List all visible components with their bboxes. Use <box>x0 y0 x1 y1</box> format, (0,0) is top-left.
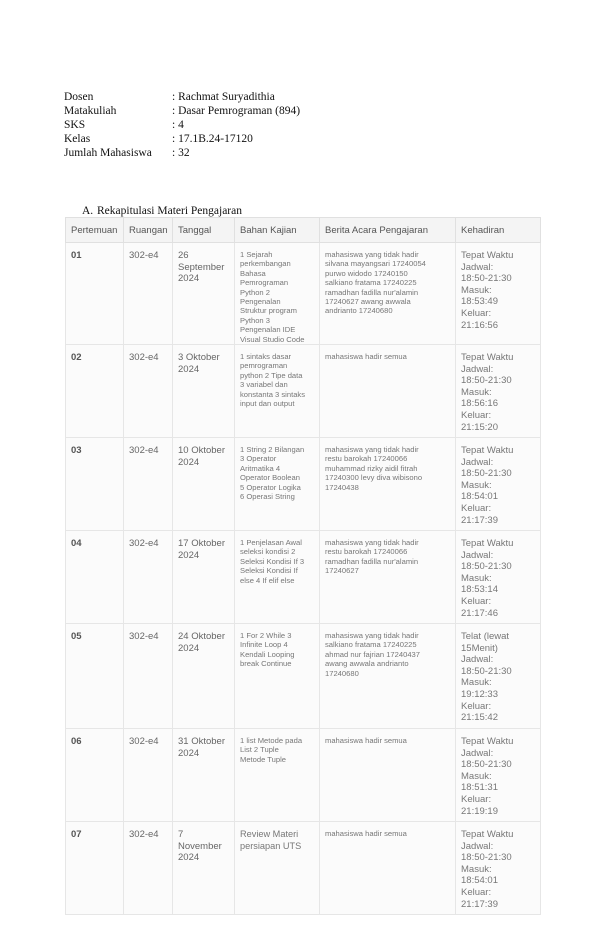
pertemuan-cell: 01 <box>66 243 124 345</box>
tanggal-cell <box>173 729 235 822</box>
kehadiran-line: 18:53:14 <box>461 584 498 596</box>
tanggal-line: September <box>178 261 225 273</box>
info-row-matakuliah <box>64 104 300 118</box>
bahan-kajian-cell <box>235 243 320 345</box>
bahan-kajian-cell <box>235 345 320 438</box>
ruangan-cell: 302-e4 <box>124 243 173 345</box>
column-header: Kehadiran <box>456 218 541 243</box>
kehadiran-line: Keluar: <box>461 700 492 712</box>
berita-line: mahasiswa yang tidak hadir <box>325 445 419 455</box>
berita-line: restu barokah 17240066 <box>325 454 408 464</box>
course-info <box>64 90 300 160</box>
tanggal-cell <box>173 243 235 345</box>
section-title <box>82 205 242 217</box>
kehadiran-line: Masuk: <box>461 386 492 398</box>
section-heading: Rekapitulasi Materi Pengajaran <box>97 205 242 217</box>
berita-line: muhammad rizky aidil fitrah <box>325 463 418 473</box>
bahan-line: Python 2 <box>240 287 270 297</box>
bahan-line: 5 Operator Logika <box>240 482 301 492</box>
pertemuan-cell: 03 <box>66 438 124 531</box>
berita-acara-cell <box>320 729 456 822</box>
kehadiran-line: Keluar: <box>461 307 492 319</box>
kehadiran-line: Masuk: <box>461 572 492 584</box>
bahan-kajian-cell <box>235 531 320 624</box>
berita-line: 17240627 <box>325 566 359 576</box>
tanggal-line: 3 Oktober <box>178 352 220 364</box>
kehadiran-line: 15Menit) <box>461 642 498 654</box>
info-label: Kelas <box>64 133 91 145</box>
berita-line: awang awwala andrianto <box>325 659 409 669</box>
column-header: Ruangan <box>124 218 173 243</box>
kehadiran-line: Jadwal: <box>461 654 494 666</box>
kehadiran-line: 18:51:31 <box>461 782 498 794</box>
bahan-line: Seleksi Kondisi If <box>240 566 298 576</box>
tanggal-line: 2024 <box>178 363 200 375</box>
berita-acara-cell <box>320 624 456 729</box>
bahan-line: 1 Sejarah <box>240 250 273 259</box>
tanggal-cell <box>173 438 235 531</box>
kehadiran-line: 21:17:39 <box>461 514 498 526</box>
bahan-line: 6 Operasi String <box>240 492 295 502</box>
tanggal-line: 24 Oktober <box>178 631 225 643</box>
info-row-jumlah <box>64 146 300 160</box>
berita-acara-cell <box>320 345 456 438</box>
berita-acara-cell <box>320 822 456 915</box>
berita-line: andrianto 17240680 <box>325 306 393 316</box>
kehadiran-line: Tepat Waktu <box>461 736 514 748</box>
bahan-line: perkembangan <box>240 259 291 269</box>
bahan-line: seleksi kondisi 2 <box>240 547 296 557</box>
tanggal-line: November <box>178 840 222 852</box>
info-value: : Dasar Pemrograman (894) <box>172 105 301 117</box>
bahan-line: input dan output <box>240 399 295 409</box>
kehadiran-line: 21:15:20 <box>461 421 498 433</box>
ruangan-cell: 302-e4 <box>124 345 173 438</box>
bahan-line: Seleksi Kondisi If 3 <box>240 556 305 566</box>
kehadiran-line: Jadwal: <box>461 261 494 273</box>
tanggal-line: 26 <box>178 250 189 261</box>
bahan-line: 3 variabel dan <box>240 380 288 390</box>
berita-line: ramadhan fadilla nur'alamin <box>325 556 419 566</box>
berita-line: mahasiswa hadir semua <box>325 829 407 839</box>
bahan-line: Visual Studio Code <box>240 334 305 344</box>
bahan-line: 1 Penjelasan Awal <box>240 538 302 548</box>
pertemuan-cell: 04 <box>66 531 124 624</box>
column-header: Bahan Kajian <box>235 218 320 243</box>
tanggal-cell <box>173 345 235 438</box>
berita-line: mahasiswa hadir semua <box>325 352 407 362</box>
pertemuan-cell: 05 <box>66 624 124 729</box>
kehadiran-line: Jadwal: <box>461 456 494 468</box>
kehadiran-line: 18:50-21:30 <box>461 759 512 771</box>
kehadiran-line: Keluar: <box>461 887 492 899</box>
kehadiran-line: Jadwal: <box>461 840 494 852</box>
kehadiran-line: Masuk: <box>461 677 492 689</box>
info-row-dosen <box>64 90 300 104</box>
berita-line: silvana mayangsari 17240054 <box>325 259 426 269</box>
kehadiran-line: 21:17:39 <box>461 898 498 910</box>
ruangan-cell: 302-e4 <box>124 822 173 915</box>
kehadiran-line: 18:56:16 <box>461 398 498 410</box>
bahan-line: Struktur program <box>240 306 297 316</box>
bahan-kajian-cell <box>235 438 320 531</box>
info-label: SKS <box>64 119 86 131</box>
kehadiran-line: Masuk: <box>461 284 492 296</box>
bahan-line: persiapan UTS <box>240 840 302 851</box>
berita-line: mahasiswa hadir semua <box>325 736 407 746</box>
bahan-line: pemrograman <box>240 361 288 371</box>
bahan-line: Aritmatika 4 <box>240 463 281 473</box>
ruangan-cell: 302-e4 <box>124 531 173 624</box>
bahan-line: Operator Boolean <box>240 473 300 483</box>
bahan-line: 1 For 2 While 3 <box>240 631 292 641</box>
info-row-sks <box>64 118 300 132</box>
kehadiran-line: 18:50-21:30 <box>461 665 512 677</box>
berita-acara-cell <box>320 531 456 624</box>
kehadiran-line: Keluar: <box>461 503 492 515</box>
table-row <box>66 822 541 915</box>
kehadiran-line: Telat (lewat <box>461 631 510 643</box>
kehadiran-line: 18:54:01 <box>461 875 498 887</box>
info-value: : 32 <box>172 147 190 159</box>
table-row <box>66 624 541 729</box>
kehadiran-cell <box>456 822 541 915</box>
bahan-kajian-cell <box>235 624 320 729</box>
tanggal-line: 2024 <box>178 273 200 284</box>
kehadiran-cell <box>456 243 541 345</box>
berita-line: 17240680 <box>325 668 359 678</box>
section-letter: A. <box>82 205 94 217</box>
tanggal-cell <box>173 624 235 729</box>
bahan-kajian-cell <box>235 729 320 822</box>
berita-line: mahasiswa yang tidak hadir <box>325 538 419 548</box>
tanggal-line: 2024 <box>178 642 200 654</box>
tanggal-line: 17 Oktober <box>178 538 225 550</box>
kehadiran-line: Tepat Waktu <box>461 352 514 364</box>
bahan-line: 1 list Metode pada <box>240 736 303 746</box>
ruangan-cell: 302-e4 <box>124 624 173 729</box>
kehadiran-line: Masuk: <box>461 479 492 491</box>
kehadiran-line: 21:15:42 <box>461 712 498 724</box>
info-value: : 17.1B.24-17120 <box>172 133 253 145</box>
kehadiran-line: Masuk: <box>461 770 492 782</box>
info-label: Dosen <box>64 91 94 103</box>
pertemuan-cell: 06 <box>66 729 124 822</box>
berita-line: 17240300 levy diva wibisono <box>325 473 423 483</box>
bahan-line: List 2 Tuple <box>240 745 279 755</box>
table-row <box>66 438 541 531</box>
kehadiran-line: 18:50-21:30 <box>461 273 512 285</box>
pertemuan-cell: 07 <box>66 822 124 915</box>
bahan-line: Kendali Looping <box>240 649 295 659</box>
kehadiran-line: Tepat Waktu <box>461 829 514 841</box>
bahan-line: python 2 Tipe data <box>240 370 303 380</box>
pertemuan-cell: 02 <box>66 345 124 438</box>
kehadiran-line: 18:50-21:30 <box>461 375 512 387</box>
tanggal-line: 2024 <box>178 549 200 561</box>
info-label: Jumlah Mahasiswa <box>64 147 152 159</box>
tanggal-line: 31 Oktober <box>178 736 225 748</box>
tanggal-cell <box>173 531 235 624</box>
table-header-row <box>66 218 541 243</box>
kehadiran-line: 18:50-21:30 <box>461 561 512 573</box>
kehadiran-cell <box>456 624 541 729</box>
bahan-line: Pemrograman <box>240 278 289 288</box>
table-row <box>66 243 541 345</box>
kehadiran-line: Keluar: <box>461 410 492 422</box>
bahan-line: konstanta 3 sintaks <box>240 389 306 399</box>
info-label: Matakuliah <box>64 105 117 117</box>
berita-acara-cell <box>320 243 456 345</box>
kehadiran-line: 18:50-21:30 <box>461 852 512 864</box>
info-row-kelas <box>64 132 300 146</box>
kehadiran-line: Masuk: <box>461 863 492 875</box>
kehadiran-line: 18:53:49 <box>461 296 498 308</box>
berita-acara-cell <box>320 438 456 531</box>
kehadiran-line: Tepat Waktu <box>461 538 514 550</box>
berita-line: 17240627 awang awwala <box>325 297 411 307</box>
bahan-line: Pengenalan <box>240 297 281 307</box>
bahan-line: 1 sintaks dasar <box>240 352 292 362</box>
bahan-kajian-cell <box>235 822 320 915</box>
column-header: Pertemuan <box>66 218 124 243</box>
berita-line: ramadhan fadilla nur'alamin <box>325 287 419 297</box>
info-value: : 4 <box>172 119 184 131</box>
berita-line: mahasiswa yang tidak hadir <box>325 250 419 259</box>
kehadiran-cell <box>456 345 541 438</box>
kehadiran-line: Jadwal: <box>461 747 494 759</box>
table-row <box>66 345 541 438</box>
berita-line: salkiano fratama 17240225 <box>325 278 417 288</box>
kehadiran-line: Keluar: <box>461 794 492 806</box>
berita-line: ahmad nur fajrian 17240437 <box>325 649 420 659</box>
rekap-table <box>65 217 541 915</box>
tanggal-cell <box>173 822 235 915</box>
info-value: : Rachmat Suryadithia <box>172 91 275 103</box>
tanggal-line: 10 Oktober <box>178 445 225 457</box>
berita-line: purwo widodo 17240150 <box>325 268 408 278</box>
kehadiran-line: Jadwal: <box>461 363 494 375</box>
bahan-line: Review Materi <box>240 829 299 840</box>
kehadiran-cell <box>456 729 541 822</box>
bahan-line: Metode Tuple <box>240 754 287 764</box>
bahan-line: 1 String 2 Bilangan <box>240 445 305 455</box>
ruangan-cell: 302-e4 <box>124 729 173 822</box>
tanggal-line: 7 <box>178 829 184 841</box>
kehadiran-line: Keluar: <box>461 596 492 608</box>
column-header: Tanggal <box>173 218 235 243</box>
table-row <box>66 729 541 822</box>
tanggal-line: 2024 <box>178 456 200 468</box>
table-body <box>66 243 541 915</box>
tanggal-line: 2024 <box>178 852 200 864</box>
kehadiran-line: 21:16:56 <box>461 319 498 331</box>
tanggal-line: 2024 <box>178 747 200 759</box>
ruangan-cell: 302-e4 <box>124 438 173 531</box>
berita-line: salkiano fratama 17240225 <box>325 640 417 650</box>
kehadiran-line: Tepat Waktu <box>461 445 514 457</box>
kehadiran-line: Tepat Waktu <box>461 250 514 261</box>
bahan-line: Pengenalan IDE <box>240 325 296 335</box>
bahan-line: Bahasa <box>240 268 266 278</box>
bahan-line: Python 3 <box>240 315 270 325</box>
bahan-line: break Continue <box>240 659 292 669</box>
kehadiran-line: 18:50-21:30 <box>461 468 512 480</box>
kehadiran-line: 21:19:19 <box>461 805 498 817</box>
berita-line: mahasiswa yang tidak hadir <box>325 631 419 641</box>
kehadiran-line: 19:12:33 <box>461 689 498 701</box>
kehadiran-line: 21:17:46 <box>461 607 498 619</box>
column-header: Berita Acara Pengajaran <box>320 218 456 243</box>
bahan-line: else 4 If elif else <box>240 575 295 585</box>
table-row <box>66 531 541 624</box>
kehadiran-cell <box>456 531 541 624</box>
bahan-line: 3 Operator <box>240 454 277 464</box>
kehadiran-line: 18:54:01 <box>461 491 498 503</box>
kehadiran-cell <box>456 438 541 531</box>
kehadiran-line: Jadwal: <box>461 549 494 561</box>
berita-line: restu barokah 17240066 <box>325 547 408 557</box>
bahan-line: Infinite Loop 4 <box>240 640 288 650</box>
berita-line: 17240438 <box>325 482 359 492</box>
